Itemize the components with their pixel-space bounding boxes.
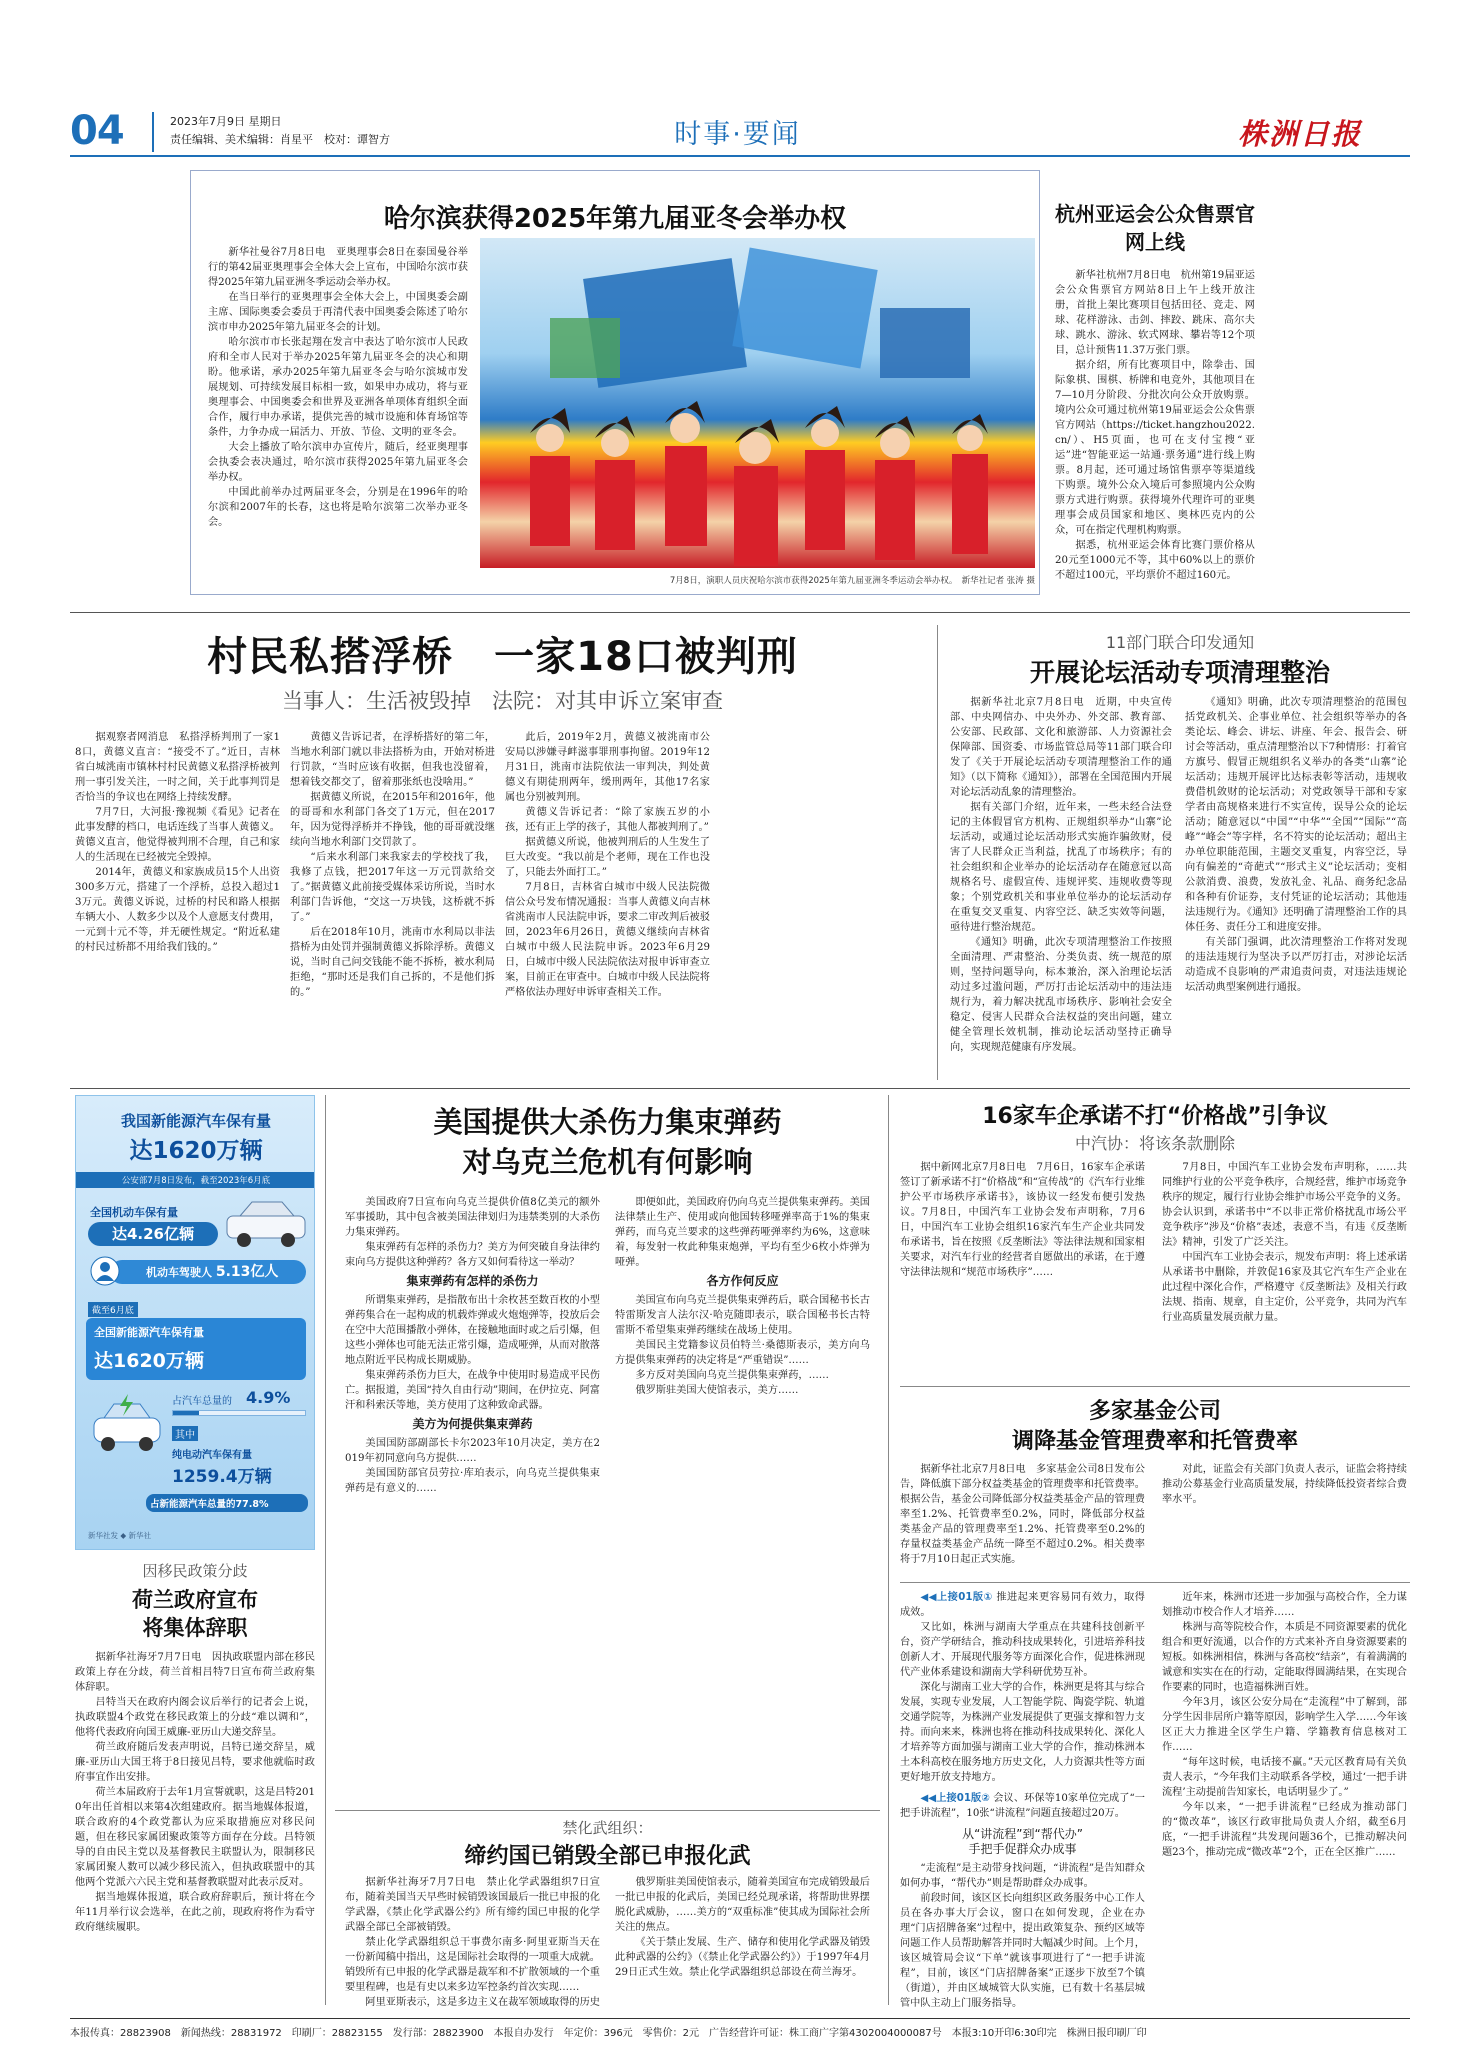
infographic-share-bar-fill bbox=[173, 1411, 199, 1415]
article-bridge-col1 bbox=[75, 730, 280, 1075]
paragraph: 据介绍，所有比赛项目中，除拳击、国际象棋、围棋、桥牌和电竞外，其他项目在7—10月分阶段、分批次向公众开放购票。境内公众可通过杭州第19届亚运会公众售票官方网站（https://ticket.hangzhou2022.cn/）、H5页面，也可在支付宝搜“亚运”进“智能亚运一站通·票务通”进行线上购票。8月起，还可通过场馆售票亭等渠道线下购票。境外公众入境后可参照境内公众购票方式进行购票。获得境外代理许可的亚奥理事会成员国家和地区、奥林匹克内的公众，可在指定代理机构购票。 bbox=[1055, 360, 1255, 536]
infographic-share-bar-track bbox=[172, 1410, 306, 1416]
infographic-among: 其中 bbox=[172, 1426, 198, 1441]
rule-horizontal bbox=[70, 1088, 1410, 1089]
article-car-col1 bbox=[900, 1160, 1145, 1375]
article-hangzhou-title: 杭州亚运会公众售票官网上线 bbox=[1055, 202, 1255, 254]
paragraph: 禁止化学武器组织总干事费尔南多·阿里亚斯当天在一份新闻稿中指出，这是国际社会取得的一项重大成就。销毁所有已申报的化学武器是裁军和不扩散领域的一个重要里程碑，也是有史以来多边军控条约首次实现…… bbox=[345, 1937, 600, 1993]
paragraph: 会议、环保等10家单位完成了“一把手讲流程”，10张“讲流程”问题直接超过20万。 bbox=[900, 1793, 1145, 1819]
paragraph: 对此，证监会有关部门负责人表示，证监会将持续推动公募基金行业高质量发展，持续降低投资者综合费率水平。 bbox=[1162, 1464, 1407, 1505]
article-hangzhou bbox=[1055, 170, 1255, 595]
infographic-pill1-value: 达4.26亿辆 bbox=[88, 1222, 218, 1246]
paragraph: 中国汽车工业协会表示，规发布声明：将上述承诺从承诺书中删除，并敦促16家及其它汽车生产企业在此过程中深化合作，严格遵守《反垄断法》及相关行政法规、指南、规章，自主定价，公平竞争，共同为汽车行业高质量发展贡献力量。 bbox=[1162, 1252, 1407, 1323]
masthead-logo: 株洲日报 bbox=[1238, 117, 1363, 151]
article-car-title: 16家车企承诺不打“价格战”引争议 bbox=[982, 1104, 1328, 1129]
footer-info: 本报传真：28823908 新闻热线：28831972 印刷厂：28823155 发行部：28823900 本报自办发行 年定价：396元 零售价：2元 广告经营许可证：株工商广字第4302004000087号 本报3:10开印6:30印完 株洲日报印刷厂印 bbox=[70, 2028, 1147, 2039]
infographic-credit: 新华社发 ◆ 新华社 bbox=[88, 1531, 152, 1540]
paragraph: 据新华社海牙7月7日电 因执政联盟内部在移民政策上存在分歧，荷兰首相吕特7日宣布荷兰政府集体辞职。 bbox=[75, 1652, 315, 1693]
paragraph: 新华社曼谷7月8日电 亚奥理事会8日在泰国曼谷举行的第42届亚奥理事会全体大会上宣布，中国哈尔滨市获得2025年第九届亚洲冬季运动会举办权。 bbox=[208, 247, 468, 288]
paragraph: 据新华社海牙7月7日电 禁止化学武器组织7日宣布，随着美国当天早些时候销毁该国最后一批已申报的化学武器，《禁止化学武器公约》所有缔约国已申报的化学武器全部已全部被销毁。 bbox=[345, 1877, 600, 1933]
subhead: 手把手促群众办成事 bbox=[968, 1842, 1077, 1856]
infographic-pill2-label: 机动车驾驶人 bbox=[146, 1266, 212, 1279]
article-netherlands bbox=[75, 1560, 315, 2005]
rule-vertical bbox=[888, 1095, 889, 2005]
infographic-bev-share: 占新能源汽车总量的77.8% bbox=[146, 1494, 308, 1512]
paragraph: 今年以来，“一把手讲流程”已经成为推动部门的“微改革”，该区行政审批局负责人介绍，截至6月底，“一把手讲流程”共发现问题36个，已推动解决问题23个，推动完成“微改革”2个，正在全区推广…… bbox=[1162, 1802, 1407, 1858]
article-bridge-col2 bbox=[290, 730, 495, 1075]
rule-horizontal bbox=[900, 1582, 1410, 1583]
infographic-nev-value: 达1620万辆 bbox=[94, 1350, 204, 1372]
article-forum-col1 bbox=[950, 695, 1172, 1075]
photo-harbin-celebration bbox=[480, 238, 1035, 568]
rule-vertical bbox=[325, 1095, 326, 2005]
paragraph: 《关于禁止发展、生产、储存和使用化学武器及销毁此种武器的公约》（《禁止化学武器公约》）于1997年4月29日正式生效。禁止化学武器组织总部设在荷兰海牙。 bbox=[615, 1937, 870, 1978]
article-continued bbox=[900, 1590, 1410, 2010]
paragraph: 据观察者网消息 私搭浮桥判刑了一家18口，黄德义直言：“接受不了。”近日，吉林省白城洮南市镇林村村民黄德义私搭浮桥被判刑一事引发关注，一时之间，关于此事判罚是否恰当的争议也在网络上持续发酵。 bbox=[75, 732, 280, 803]
paragraph: 黄德义告诉记者，在浮桥搭好的第二年，当地水利部门就以非法搭桥为由，开始对桥进行罚款，“当时应该有收据，但我也没留着，想着钱交都交了，留着那张纸也没啥用。” bbox=[290, 732, 495, 788]
article-chem-col2 bbox=[615, 1875, 870, 2007]
paragraph: 7月8日，中国汽车工业协会发布声明称，……共同维护行业的公平竞争秩序，合规经营，维护市场竞争秩序的规定，履行行业协会维护市场公平竞争的义务。协会认识到，承诺书中“不以非正常价格扰乱市场公平竞争秩序”涉及“价格”表述，表意不当，有违《反垄断法》精神，引发了广泛关注。 bbox=[1162, 1162, 1407, 1248]
article-bridge-col3 bbox=[505, 730, 710, 1075]
paragraph: 黄德义告诉记者：“除了家族五岁的小孩，还有正上学的孩子，其他人都被判刑了。” bbox=[505, 807, 710, 833]
paragraph: 中国此前举办过两届亚冬会，分别是在1996年的哈尔滨和2007年的长春，这也将是哈尔滨第二次举办亚冬会。 bbox=[208, 487, 468, 528]
paragraph: 俄罗斯驻美国使馆表示，随着美国宣布完成销毁最后一批已申报的化武后，美国已经兑现承诺，将帮助世界摆脱化武威胁，……美方的“双重标准”使其成为国际社会所关注的焦点。 bbox=[615, 1877, 870, 1933]
article-fund-title-2: 调降基金管理费率和托管费率 bbox=[1011, 1429, 1298, 1454]
paragraph: 吕特当天在政府内阁会议后举行的记者会上说，执政联盟4个政党在移民政策上的分歧“难以调和”，他将代表政府向国王威廉-亚历山大递交辞呈。 bbox=[75, 1697, 315, 1738]
footer-rule bbox=[70, 2018, 1410, 2019]
article-continued-col2 bbox=[1162, 1590, 1407, 2008]
paragraph: 2014年，黄德义和家族成员15个人出资300多万元，搭建了一个浮桥，总投入超过13万元。黄德义诉说，过桥的村民和路人根据车辆大小、人数多少以及个人意愿支付费用，一元到十元不等，并无硬性规定。“附近私建的村民过桥都不用给我们钱的。” bbox=[75, 867, 280, 953]
paragraph: 有关部门强调，此次清理整治工作将对发现的违法违规行为坚决予以严厉打击，对涉论坛活动造成不良影响的严肃追责问责，对违法违规论坛活动典型案例进行通报。 bbox=[1185, 937, 1407, 993]
paragraph: 集束弹药杀伤力巨大，在战争中使用时易造成平民伤亡。据报道，美国“持久自由行动”期间，在伊拉克、阿富汗和科索沃等地，美方使用了这种致命武器。 bbox=[345, 1370, 600, 1411]
infographic-period: 截至6月底 bbox=[88, 1302, 138, 1317]
paragraph: “后来水利部门来我家去的学校找了我，我修了点钱，把2017年这一万元罚款给交了。”据黄德义此前接受媒体采访所说，当时水利部门告诉他，“交这一万块钱，这桥就不拆了。” bbox=[290, 852, 495, 923]
article-cluster-munitions bbox=[335, 1095, 880, 1805]
paragraph: 美国国防部官员劳拉·库珀表示，向乌克兰提供集束弹药是有意义的…… bbox=[345, 1468, 600, 1494]
paragraph: 深化与湖南工业大学的合作，株洲更是将其与综合发展，实现专业发展，人工智能学院、陶瓷学院、轨道交通学院等，为株洲产业发展提供了更强支撑和智力支持。而向来来，株洲也将在推动科技成果转化、深化人才培养等方面加强与湖南工业大学的合作，推动株洲本土本科高校在服务地方历史文化，人力资源共性等方面更好地开放支持地方。 bbox=[900, 1682, 1145, 1783]
article-netherlands-body bbox=[75, 1650, 315, 2000]
infographic-title-line1: 我国新能源汽车保有量 bbox=[120, 1112, 271, 1130]
article-fund-col1 bbox=[900, 1462, 1145, 1572]
paragraph: 大会上播放了哈尔滨申办宣传片，随后，经亚奥理事会执委会表决通过，哈尔滨市获得2025年第九届亚冬会举办权。 bbox=[208, 442, 468, 483]
article-harbin-body bbox=[208, 245, 468, 563]
article-chem-kicker: 禁化武组织： bbox=[562, 1819, 653, 1837]
infographic-bev-label: 纯电动汽车保有量 bbox=[172, 1450, 252, 1461]
photo-harbin-illustration bbox=[480, 238, 1035, 568]
paragraph: 株洲与高等院校合作，本质是不同资源要素的优化组合和更好流通，以合作的方式来补齐自身资源要素的短板。如株洲相信，株洲与各高校“结亲”，有着满满的诚意和实实在在的行动，定能取得圆满结果，在实现合作要素的同时，也造福株洲百姓。 bbox=[1162, 1622, 1407, 1693]
paragraph: “走流程”是主动带身找问题，“讲流程”是告知群众如何办事，“帮代办”则是帮助群众办成事。 bbox=[900, 1863, 1145, 1889]
article-forum-title: 开展论坛活动专项清理整治 bbox=[1029, 658, 1330, 687]
paragraph: 据新华社北京7月8日电 近期，中央宣传部、中央网信办、中央外办、外交部、教育部、公安部、民政部、文化和旅游部、人力资源社会保障部、国资委、市场监管总局等11部门联合印发了《关于开展论坛活动专项清理整治工作的通知》（以下简称《通知》），部署在全国范围内开展对论坛活动乱象的清理整治。 bbox=[950, 697, 1172, 798]
paragraph: 此后，2019年2月，黄德义被洮南市公安局以涉嫌寻衅滋事罪刑事拘留。2019年12月31日，洮南市法院依法一审判决，判处黄德义有期徒刑两年，缓刑两年，其他17名家属也分别被判刑。 bbox=[505, 732, 710, 803]
paragraph: 美国政府7日宣布向乌克兰提供价值8亿美元的额外军事援助，其中包含被美国法律划归为违禁类别的大杀伤力集束弹药。 bbox=[345, 1197, 600, 1238]
article-forum bbox=[950, 625, 1410, 1080]
paragraph: 新华社杭州7月8日电 杭州第19届亚运会公众售票官方网站8日上午上线开放注册，首批上架比赛项目包括田径、竞走、网球、花样游泳、击剑、摔跤、跳床、高尔夫球、跳水、游泳、软式网球、攀岩等12个项目，总计预售11.37万张门票。 bbox=[1055, 270, 1255, 356]
article-chemical-weapons bbox=[335, 1815, 880, 2010]
driver-icon bbox=[90, 1256, 120, 1286]
article-fund-col2 bbox=[1162, 1462, 1407, 1572]
rule-horizontal bbox=[335, 1810, 880, 1811]
paragraph: 据黄德义所说，他被判刑后的人生发生了巨大改变。“我以前是个老师，现在工作也没了，只能去外面打工。” bbox=[505, 837, 710, 878]
editors: 责任编辑、美术编辑：肖星平 校对：谭智方 bbox=[170, 133, 390, 146]
car-icon bbox=[222, 1194, 312, 1249]
paragraph: 据新华社北京7月8日电 多家基金公司8日发布公告，降低旗下部分权益类基金的管理费率和托管费率。根据公告，基金公司降低部分权益类基金产品的管理费率至1.2%、托管费率至0.2%，同时，降低部分权益类基金产品的管理费率至1.2%、托管费率至0.2%的存量权益类基金产品统一降至不超过0.2%。相关费率将于7月10日起正式实施。 bbox=[900, 1464, 1145, 1565]
continued-ref-1: ◀◀上接01版① bbox=[920, 1592, 993, 1603]
section-title: 时事·要闻 bbox=[674, 119, 801, 150]
rule-vertical bbox=[937, 625, 938, 1080]
article-continued-col1 bbox=[900, 1590, 1145, 2008]
paragraph: 后在2018年10月，洮南市水利局以非法搭桥为由处罚并强制黄德义拆除浮桥。黄德义说，当时自己问交钱能不能不拆桥，被水利局拒绝，“那时还是我们自己拆的，不是他们拆的。” bbox=[290, 927, 495, 998]
subhead: 各方作何反应 bbox=[706, 1274, 779, 1288]
paragraph: 美国宣布向乌克兰提供集束弹药后，联合国秘书长古特雷斯发言人法尔汉·哈克随即表示，联合国秘书长古特雷斯不希望集束弹药继续在战场上使用。 bbox=[615, 1295, 870, 1336]
article-cluster-col2 bbox=[615, 1195, 870, 1800]
article-netherlands-kicker: 因移民政策分歧 bbox=[142, 1562, 248, 1580]
paragraph: 又比如，株洲与湖南大学重点在共建科技创新平台，资产学研结合，推动科技成果转化，引进培养科技创新人才、开展现代服务等方面深化合作，促进株洲现代产业体系建设和湖南大学科研优势互补。 bbox=[900, 1622, 1145, 1678]
electric-car-icon bbox=[84, 1388, 169, 1463]
paragraph: 推进起来更容易同有效力，取得成效。 bbox=[900, 1592, 1145, 1618]
article-chem-title: 缔约国已销毁全部已申报化武 bbox=[464, 1844, 751, 1869]
article-car-col2 bbox=[1162, 1160, 1407, 1375]
issue-date: 2023年7月9日 星期日 bbox=[170, 115, 282, 128]
infographic-pill2-value: 5.13亿人 bbox=[215, 1264, 279, 1280]
infographic-source: 公安部7月8日发布，截至2023年6月底 bbox=[76, 1172, 315, 1188]
article-bridge bbox=[75, 625, 930, 1080]
paragraph: 集束弹药有怎样的杀伤力？美方为何突破自身法律约束向乌方提供这种弹药？各方又如何看待这一举动？ bbox=[345, 1242, 600, 1268]
paragraph: 前段时间，该区区长向组织区政务服务中心工作人员在各办事大厅会议，窗口在如何发现，企业在办理“门店招牌备案”过程中，提出政策复杂、预约区域等问题工作人员帮助解答并同时大幅减少时间。上个月，该区城管局会议“下单”就该事项进行了“一把手讲流程”，目前，该区“门店招牌备案”正逐步下放至7个镇（街道），并由区域城管大队实施，已有数十名基层城管中队主动上门服务指导。 bbox=[900, 1893, 1145, 2008]
article-car-price-war bbox=[900, 1095, 1410, 1380]
article-hangzhou-body bbox=[1055, 268, 1255, 588]
infographic-nev bbox=[75, 1095, 315, 1550]
infographic-title-line2: 达1620万辆 bbox=[129, 1138, 263, 1164]
paragraph: 即便如此，美国政府仍向乌克兰提供集束弹药。美国法律禁止生产、使用或向他国转移哑弹率高于1%的集束弹药，而乌克兰要求的这些弹药哑弹率约为6%，这意味着，每发射一枚此种集束炮弹，平均有至少6枚小炸弹为哑弹。 bbox=[615, 1197, 870, 1268]
infographic-bev-value: 1259.4万辆 bbox=[172, 1467, 272, 1487]
paragraph: 美国国防部副部长卡尔2023年10月决定，美方在2019年初同意向乌方提供…… bbox=[345, 1438, 600, 1464]
paragraph: 7月7日，大河报·豫视频《看见》记者在此事发酵的档口，电话连线了当事人黄德义。黄德义直言，他觉得被判刑不合理，自己和家人的生活现在已经被完全毁掉。 bbox=[75, 807, 280, 863]
page-header bbox=[0, 0, 1475, 165]
article-fund-title-1: 多家基金公司 bbox=[1088, 1399, 1221, 1424]
paragraph: 今年3月，该区公安分局在“走流程”中了解到，部分学生因非居所户籍等原因，影响学生入学……今年该区正大力推进全区学生户籍、学籍教育信息核对工作…… bbox=[1162, 1697, 1407, 1753]
header-rule bbox=[70, 155, 1410, 157]
paragraph: 据当地媒体报道，联合政府辞职后，预计将在今年11月举行议会选举，在此之前，现政府将作为看守政府继续履职。 bbox=[75, 1892, 315, 1933]
article-fund-fees bbox=[900, 1392, 1410, 1577]
infographic-share-value: 4.9% bbox=[246, 1388, 291, 1407]
photo-caption-harbin: 7月8日，演职人员庆祝哈尔滨市获得2025年第九届亚洲冬季运动会举办权。 新华社记者 张涛 摄 bbox=[669, 576, 1035, 586]
paragraph: 阿里亚斯表示，这是多边主义在裁军领域取得的历史 bbox=[365, 1997, 600, 2007]
infographic-nev-label: 全国新能源汽车保有量 bbox=[94, 1326, 204, 1339]
paragraph: 7月8日，吉林省白城市中级人民法院微信公众号发布情况通报：当事人黄德义向吉林省洮南市人民法院申诉，要求二审改判后被驳回，2023年6月26日，黄德义继续向吉林省白城市中级人民法院申诉。2023年6月29日，白城市中级人民法院依法对报申诉审查立案，目前正在审查中。白城市中级人民法院将严格依法办理好申诉审查相关工作。 bbox=[505, 882, 710, 998]
article-bridge-subtitle: 当事人：生活被毁掉 法院：对其申诉立案审查 bbox=[282, 689, 723, 713]
article-chem-col1 bbox=[345, 1875, 600, 2007]
infographic-pill1-label: 全国机动车保有量 bbox=[90, 1206, 178, 1219]
article-netherlands-title-2: 将集体辞职 bbox=[142, 1616, 248, 1640]
rule-horizontal bbox=[900, 1386, 1410, 1387]
infographic-pill2 bbox=[110, 1260, 306, 1284]
subhead: 从“讲流程”到“帮代办” bbox=[962, 1827, 1083, 1841]
article-cluster-title-1: 美国提供大杀伤力集束弹药 bbox=[433, 1105, 782, 1139]
article-harbin bbox=[190, 170, 1040, 595]
article-forum-kicker: 11部门联合印发通知 bbox=[1105, 633, 1255, 652]
paragraph: 据有关部门介绍，近年来，一些未经合法登记的主体假冒官方机构、正规组织举办“山寨”论坛活动，或通过论坛活动形式实施诈骗敛财，侵害了人民群众正当利益，扰乱了市场秩序；有的社会组织和企业举办的论坛活动存在随意冠以高规格名号、虚假宣传、违规评奖、违规收费等现象；个别党政机关和事业单位举办的论坛活动存在重复交叉重复、内容空泛、缺乏实效等问题，亟待进行整治规范。 bbox=[950, 802, 1172, 933]
paragraph: 多方反对美国向乌克兰提供集束弹药，…… bbox=[635, 1370, 829, 1381]
paragraph: 据黄德义所说，在2015年和2016年，他的哥哥和水利部门各交了1万元，但在2017年，因为觉得浮桥并不挣钱，他的哥哥就没继续向当地水利部门交罚款了。 bbox=[290, 792, 495, 848]
article-netherlands-title-1: 荷兰政府宣布 bbox=[132, 1588, 258, 1612]
article-car-subtitle: 中汽协：将该条款删除 bbox=[1074, 1134, 1235, 1153]
paragraph: 哈尔滨市市长张起翔在发言中表达了哈尔滨市人民政府和全市人民对于举办2025年第九届亚冬会的决心和期盼。他承诺，承办2025年第九届亚冬会与哈尔滨城市发展规划、可持续发展目标相一致，如果申办成功，将与亚奥理事会、中国奥委会和世界及亚洲各单项体育组织全面合作，履行申办承诺，提供完善的城市设施和体育场馆等条件，力争办成一届活力、开放、节俭、文明的亚冬会。 bbox=[208, 337, 468, 438]
paragraph: 俄罗斯驻美国大使馆表示，美方…… bbox=[635, 1385, 799, 1396]
article-forum-col2 bbox=[1185, 695, 1407, 1075]
paragraph: 美国民主党籍参议员伯特兰·桑德斯表示，美方向乌方提供集束弹药的决定将是“严重错误”…… bbox=[615, 1340, 870, 1366]
paragraph: 所谓集束弹药，是指散布出十余枚甚至数百枚的小型弹药集合在一起构成的机载炸弹或火炮炮弹等，投放后会在空中大范围播散小弹体，在接触地面时或之后引爆，但这些小弹体也可能无法正常引爆，造成哑弹，从而对散落地点附近平民构成长期威胁。 bbox=[345, 1295, 600, 1366]
article-bridge-title: 村民私搭浮桥 一家18口被判刑 bbox=[207, 634, 798, 680]
page-number: 04 bbox=[70, 108, 124, 154]
paragraph: 荷兰政府随后发表声明说，吕特已递交辞呈，威廉-亚历山大国王将于8日接见吕特，要求他就临时政府事宜作出安排。 bbox=[75, 1742, 315, 1783]
paragraph: 据中新网北京7月8日电 7月6日，16家车企承诺签订了新承诺不打“价格战”和“宣传战”的《汽车行业维护公平市场秩序承诺书》，该协议一经发布便引发热议。7月8日，中国汽车工业协会发布声明称，7月6日，中国汽车工业协会组织16家汽车生产企业共同发布承诺书，旨在按照《反垄断法》等法律法规和国家相关要求，对汽车行业的经营者自愿做出的承诺，在于遵守法律法规和“规范市场秩序”…… bbox=[900, 1162, 1145, 1278]
paragraph: 在当日举行的亚奥理事会全体大会上，中国奥委会副主席、国际奥委会委员于再清代表中国奥委会陈述了哈尔滨市申办2025年第九届亚冬会的计划。 bbox=[208, 292, 468, 333]
subhead: 集束弹药有怎样的杀伤力 bbox=[406, 1274, 539, 1288]
paragraph: “每年这时候，电话接不赢。”天元区教育局有关负责人表示，“今年我们主动联系各学校，通过‘一把手讲流程’主动提前告知家长，电话明显少了。” bbox=[1162, 1757, 1407, 1798]
paragraph: 《通知》明确，此次专项清理整治工作按照全面清理、严肃整治、分类负责、统一规范的原则，坚持问题导向，标本兼治，深入治理论坛活动过多过滥问题，严厉打击论坛活动中的违法违规行为，着力解决扰乱市场秩序、影响社会安全稳定、侵害人民群众合法权益的突出问题，建立健全管理长效机制，推动论坛活动坚持正确导向，实现规范健康有序发展。 bbox=[950, 937, 1172, 1053]
subhead: 美方为何提供集束弹药 bbox=[412, 1417, 533, 1431]
continued-ref-2: ◀◀上接01版② bbox=[920, 1793, 990, 1804]
article-harbin-title: 哈尔滨获得2025年第九届亚冬会举办权 bbox=[383, 204, 847, 234]
paragraph: 《通知》明确，此次专项清理整治的范围包括党政机关、企事业单位、社会组织等举办的各类论坛、峰会、讲坛、讲座、年会、报告会、研讨会等活动，重点清理整治以下7种情形：打着官方旗号、假冒正规组织名义举办的各类“山寨”论坛活动；违规开展评比达标表彰等活动，违规收费借机敛财的论坛活动；对党政领导干部和专家学者由高规格来进行不实宣传，误导公众的论坛活动；随意冠以“中国”“中华”“全国”“国际”“高峰”“峰会”等字样，名不符实的论坛活动；超出主办单位职能范围，主题交叉重复，内容空泛，导向有偏差的“奇葩式”“形式主义”论坛活动；变相公款消费、浪费，发放礼金、礼品、商务纪念品和各种有价证券，支付凭证的论坛活动；其他违法违规行为。《通知》还明确了清理整治工作的具体任务、责任分工和进度安排。 bbox=[1185, 697, 1407, 933]
paragraph: 荷兰本届政府于去年1月宣誓就职，这是吕特2010年出任首相以来第4次组建政府。据当地媒体报道，联合政府的4个政党都认为应采取措施应对移民问题，但在移民家属团聚政策等方面存在分歧。吕特领导的自由民主党以及基督教民主联盟认为，限制移民家属团聚人数可以减少移民流入，但执政联盟中的其他两个党派六六民主党和基督教联盟对此表示反对。 bbox=[75, 1787, 315, 1888]
paragraph: 据悉，杭州亚运会体育比赛门票价格从20元至1000元不等，其中60%以上的票价不超过100元，平均票价不超过160元。 bbox=[1055, 540, 1255, 581]
paragraph: 近年来，株洲市还进一步加强与高校合作，全力谋划推动市校合作人才培养…… bbox=[1162, 1592, 1407, 1618]
article-cluster-title-2: 对乌克兰危机有何影响 bbox=[462, 1145, 753, 1179]
article-cluster-col1 bbox=[345, 1195, 600, 1800]
rule-horizontal bbox=[70, 612, 1410, 613]
infographic-share-label: 占汽车总量的 bbox=[172, 1396, 232, 1407]
